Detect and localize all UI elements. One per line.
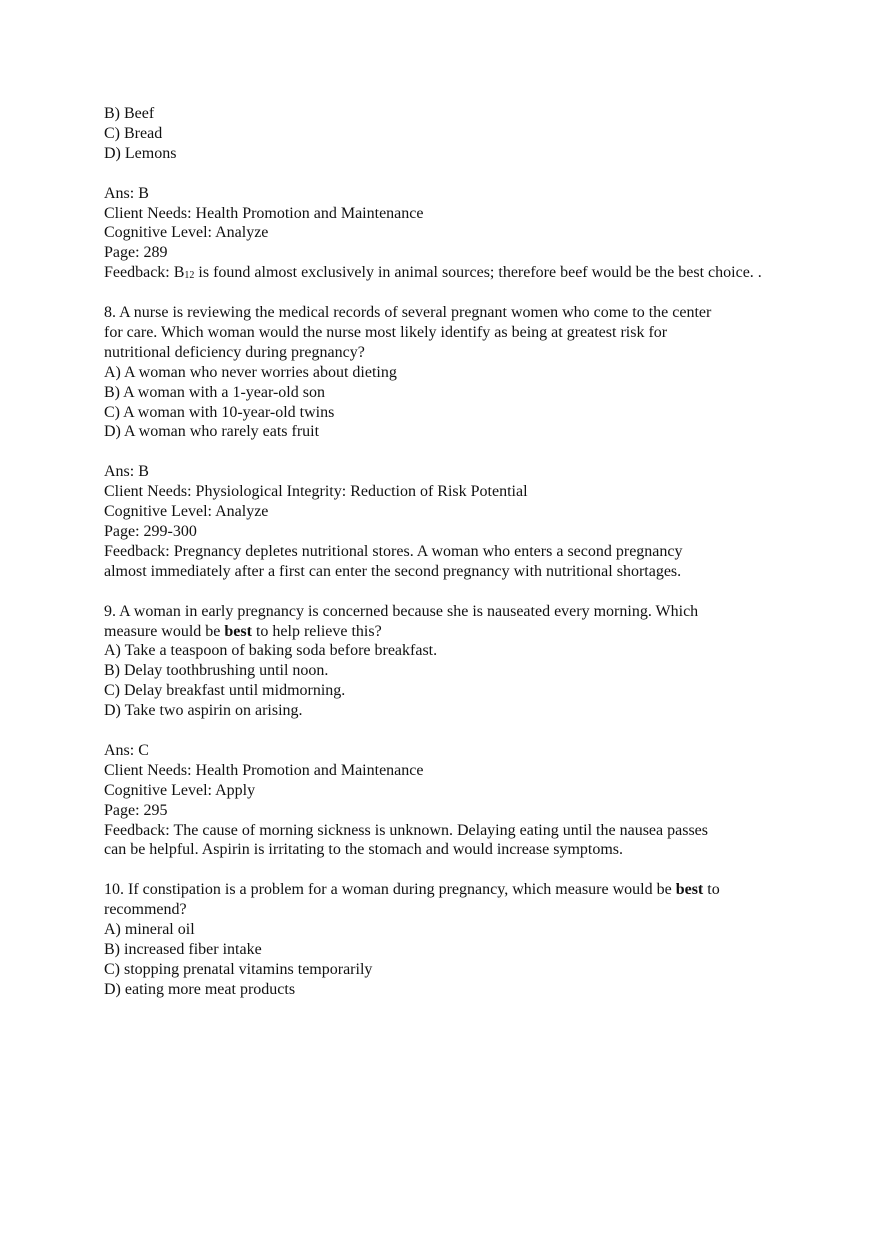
question-stem-line: 9. A woman in early pregnancy is concerned because she is nauseated every morning. Which xyxy=(104,602,699,620)
stem-text: measure would be xyxy=(104,622,225,640)
feedback-line: almost immediately after a first can enter the second pregnancy with nutritional shortages. xyxy=(104,562,682,580)
feedback-line: can be helpful. Aspirin is irritating to the stomach and would increase symptoms. xyxy=(104,841,624,859)
option-b: B) A woman with a 1-year-old son xyxy=(104,383,325,401)
option-b: B) increased fiber intake xyxy=(104,940,262,958)
feedback-prefix: Feedback: B xyxy=(104,264,185,282)
feedback-subscript: 12 xyxy=(184,270,195,282)
page-reference: Page: 289 xyxy=(104,244,168,262)
cognitive-level: Cognitive Level: Analyze xyxy=(104,224,269,242)
feedback xyxy=(104,263,794,283)
option-a: A) mineral oil xyxy=(104,921,195,939)
option-c: C) stopping prenatal vitamins temporarily xyxy=(104,960,373,978)
cognitive-level: Cognitive Level: Analyze xyxy=(104,503,269,521)
option-c: C) Bread xyxy=(104,124,163,142)
spacer xyxy=(104,164,794,184)
question-9 xyxy=(104,602,794,861)
stem-text: to help relieve this? xyxy=(251,622,382,640)
feedback-line: Feedback: Pregnancy depletes nutritional stores. A woman who enters a second pregnancy xyxy=(104,542,683,560)
cognitive-level: Cognitive Level: Apply xyxy=(104,781,256,799)
stem-text: to xyxy=(703,881,720,899)
client-needs: Client Needs: Physiological Integrity: Reduction of Risk Potential xyxy=(104,483,528,501)
page-reference: Page: 299-300 xyxy=(104,522,197,540)
client-needs: Client Needs: Health Promotion and Maintenance xyxy=(104,204,424,222)
question-stem-line xyxy=(104,622,794,642)
feedback-line: Feedback: The cause of morning sickness is unknown. Delaying eating until the nausea passes xyxy=(104,821,709,839)
page-content xyxy=(104,104,794,1000)
option-a: A) Take a teaspoon of baking soda before breakfast. xyxy=(104,642,438,660)
question-stem-line xyxy=(104,880,794,900)
spacer xyxy=(104,721,794,741)
option-d: D) Take two aspirin on arising. xyxy=(104,702,303,720)
answer: Ans: B xyxy=(104,463,149,481)
option-c: C) Delay breakfast until midmorning. xyxy=(104,682,346,700)
option-b: B) Delay toothbrushing until noon. xyxy=(104,662,329,680)
question-stem-line: recommend? xyxy=(104,901,187,919)
option-d: D) Lemons xyxy=(104,144,177,162)
emphasis-best: best xyxy=(675,881,704,899)
spacer xyxy=(104,860,794,880)
answer: Ans: C xyxy=(104,741,149,759)
question-stem-line: 8. A nurse is reviewing the medical records of several pregnant women who come to the center xyxy=(104,304,712,322)
question-10 xyxy=(104,880,794,999)
answer: Ans: B xyxy=(104,184,149,202)
option-d: D) A woman who rarely eats fruit xyxy=(104,423,320,441)
option-b: B) Beef xyxy=(104,105,155,122)
client-needs: Client Needs: Health Promotion and Maintenance xyxy=(104,761,424,779)
question-stem-line: nutritional deficiency during pregnancy? xyxy=(104,343,365,361)
question-8 xyxy=(104,303,794,582)
emphasis-best: best xyxy=(224,622,252,640)
spacer xyxy=(104,442,794,462)
stem-text: 10. If constipation is a problem for a woman during pregnancy, which measure would be xyxy=(104,881,676,899)
page-reference: Page: 295 xyxy=(104,801,168,819)
option-d: D) eating more meat products xyxy=(104,980,296,998)
option-a: A) A woman who never worries about dieting xyxy=(104,363,397,381)
question-7-continued xyxy=(104,104,794,283)
spacer xyxy=(104,582,794,602)
question-stem-line: for care. Which woman would the nurse most likely identify as being at greatest risk for xyxy=(104,323,668,341)
feedback-rest: is found almost exclusively in animal sources; therefore beef would be the best choice. . xyxy=(194,264,762,282)
option-c: C) A woman with 10-year-old twins xyxy=(104,403,335,421)
spacer xyxy=(104,283,794,303)
